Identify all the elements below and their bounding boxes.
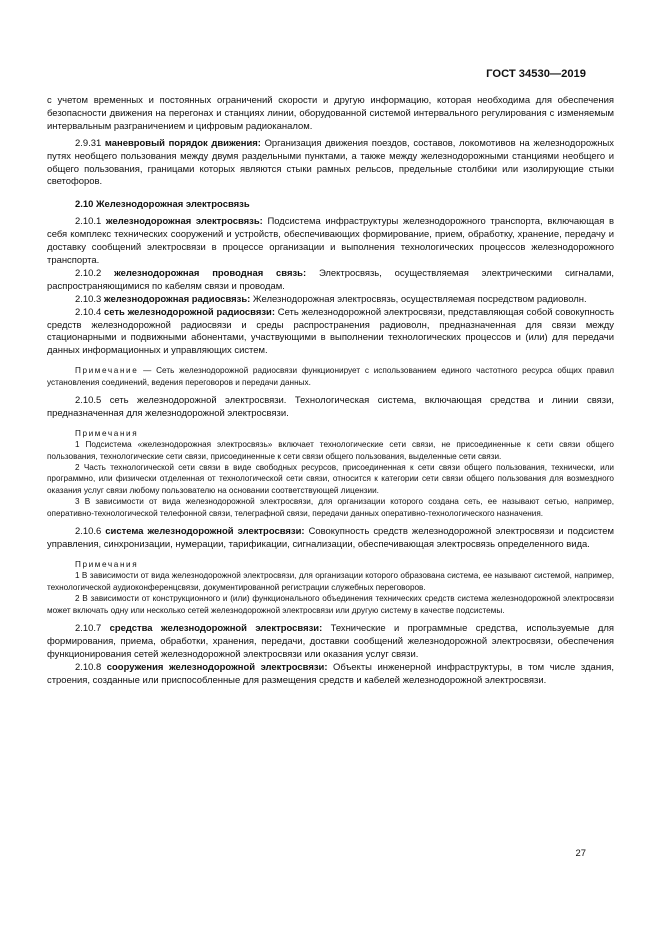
term-definition: Сеть железнодорожной электросвязи, представляющая собой совокупность средств железнодорожной радиосвязи и среды распространения радиоволн, предназначенная для связи между стационарными и подвижными абонентами, участвующими в выполнении технологических процессов и (или) для передачи данных информационных и управляющих систем.: [47, 306, 615, 357]
term-definition: Железнодорожная электросвязь, осуществляемая посредством радиоволн.: [252, 293, 587, 305]
term-title: маневровый порядок движения:: [104, 137, 261, 149]
term-number: 2.10.2: [75, 267, 102, 279]
term-definition: Объекты инженерной инфраструктуры, в том числе здания, строения, созданные или приспособленные для размещения средств и кабелей железнодорожной электросвязи.: [47, 661, 614, 686]
note-item: 3 В зависимости от вида железнодорожной электросвязи, для организации которого создана сеть, ее называют сетью, например, оперативно-технологической телефонной связи, телеграфной связи, передачи данных оперативно-технологического назначения.: [47, 497, 614, 518]
term-2-10-8: [47, 662, 614, 688]
term-2-10-3: [47, 294, 614, 307]
term-title: средства железнодорожной электросвязи:: [109, 622, 323, 634]
term-2-10-2: [47, 268, 614, 294]
note-label: Примечание: [75, 366, 139, 376]
term-definition: Подсистема инфраструктуры железнодорожного транспорта, включающая в себя комплекс технических сооружений и устройств, обеспечивающих формирование, прием, обработку, хранение, передачу и доставку сообщений электросвязи в процессе организации и выполнения технологических процессов железнодорожного транспорта.: [47, 216, 615, 266]
note-item: 1 В зависимости от вида железнодорожной электросвязи, для организации которого образована система, ее называют системой, например, технологической аудиоконференцсвязи, документированной регистрации служебных переговоров.: [47, 571, 614, 592]
term-definition: Организация движения поездов, составов, локомотивов на железнодорожных путях необщего пользования между двумя раздельными пунктами, а также между железнодорожными станциями необщего и общего пользования, границами которых являются стыки рамных рельсов, предельные столбики или изолирующие стыки светофоров.: [47, 137, 614, 188]
document-number-header: ГОСТ 34530—2019: [486, 68, 586, 80]
term-2-10-4: [47, 307, 614, 359]
notes-heading: Примечания: [75, 428, 139, 438]
note-2-10-4: [47, 365, 614, 388]
term-title: сеть железнодорожной радиосвязи:: [104, 306, 275, 318]
term-2-10-1: [47, 216, 614, 268]
term-number: 2.10.6: [75, 526, 102, 538]
term-definition: Совокупность средств железнодорожной электросвязи и подсистем управления, синхронизации, нумерации, тарификации, сигнализации, обеспечивающая электросвязь определенного вида.: [47, 526, 614, 550]
term-number: 2.10.8: [75, 661, 102, 673]
section-heading: 2.10 Железнодорожная электросвязь: [75, 199, 250, 211]
term-2-9-31: [47, 138, 614, 190]
term-definition: Электросвязь, осуществляемая электрическими сигналами, распространяющимися по кабелям связи и проводам.: [47, 267, 614, 292]
term-2-10-5: 2.10.5 сеть железнодорожной электросвязи. Технологическая система, включающая средства и линии связи, предназначенная для железнодорожной электросвязи.: [47, 395, 614, 419]
term-title: железнодорожная радиосвязь:: [103, 293, 251, 305]
term-number: 2.9.31: [75, 137, 102, 149]
page-content: [47, 95, 614, 687]
intro-paragraph: с учетом временных и постоянных ограничений скорости и другую информацию, которая необходима для обеспечения безопасности движения на перегонах и станциях линии, оборудованной системой интервального регулирования с изменяемым интервальным разграничением и цифровым радиоканалом.: [47, 95, 614, 132]
term-2-10-7: [47, 623, 614, 662]
term-number: 2.10.7: [75, 622, 102, 634]
term-title: система железнодорожной электросвязи:: [105, 526, 305, 538]
term-number: 2.10.3: [75, 293, 102, 305]
note-text: — Сеть железнодорожной радиосвязи функционирует с использованием единого частотного ресурса общих правил установления соединений, ведения переговоров и передачи данных.: [47, 366, 614, 387]
term-definition: Технические и программные средства, используемые для формирования, приема, обработки, хранения, передачи, доставки сообщений железнодорожной электросвязи, обеспечения функционирования сетей железнодорожной электросвязи или оказания услуг связи.: [47, 622, 615, 660]
term-2-10-6: [47, 526, 614, 552]
page-number: 27: [575, 848, 586, 859]
term-title: железнодорожная электросвязь:: [105, 216, 263, 228]
term-number: 2.10.1: [75, 216, 102, 228]
term-title: сооружения железнодорожной электросвязи:: [106, 661, 328, 673]
note-item: 2 Часть технологической сети связи в виде свободных ресурсов, присоединенная к сети связи общего пользования, технически, или программно, или физически отделенная от технологической сети связи, относится к категории сети связи общего пользования для возмездного оказания услуг связи любому пользователю на основании соответствующей лицензии.: [47, 463, 614, 495]
note-item: 1 Подсистема «железнодорожная электросвязь» включает технологические сети связи, не присоединенные к сети связи общего пользования, технологические сети связи, присоединенные к сети связи общего пользования, выделенные сети связи.: [47, 440, 614, 461]
notes-heading: Примечания: [75, 559, 139, 569]
term-number: 2.10.4: [75, 306, 102, 318]
term-title: железнодорожная проводная связь:: [114, 267, 307, 279]
note-item: 2 В зависимости от конструкционного и (или) функционального объединения технических средств система железнодорожной электросвязи может включать одну или несколько сетей железнодорожной электросвязи или другую систему в качестве подсистемы.: [47, 594, 614, 615]
